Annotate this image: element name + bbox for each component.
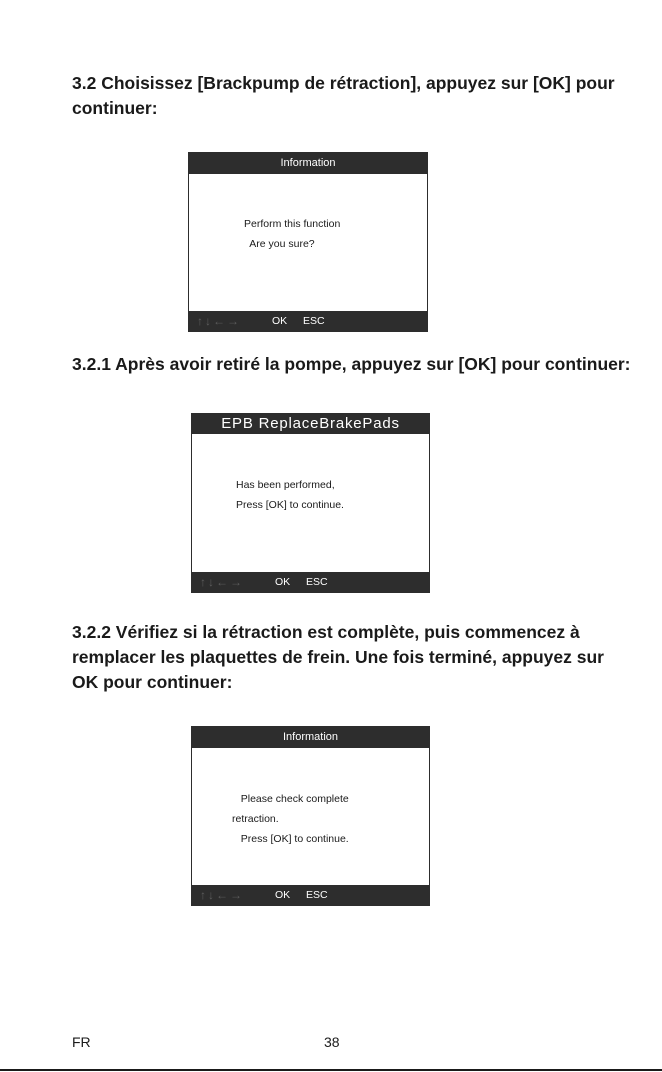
bottom-divider: [0, 1069, 662, 1071]
screen-message-line: Press [OK] to continue.: [236, 499, 344, 511]
screen-message-line: Has been performed,: [236, 479, 335, 491]
screen-message: [244, 214, 340, 254]
screen-message-line: retraction.: [232, 813, 279, 825]
screen-message-line: Are you sure?: [244, 238, 315, 250]
screen-key-bar: [189, 311, 427, 331]
section-heading-3-2-1: 3.2.1 Après avoir retiré la pompe, appuyez sur [OK] pour continuer:: [72, 354, 631, 374]
screen-message-line: Press [OK] to continue.: [232, 833, 349, 845]
section-heading-3-2-2: 3.2.2 Vérifiez si la rétraction est complète, puis commencez à remplacer les plaquettes de frein. Une fois terminé, appuyez sur OK pour continuer:: [72, 622, 604, 692]
screen-message: [236, 475, 344, 515]
screen-message: [232, 789, 349, 849]
esc-key[interactable]: ESC: [306, 576, 328, 588]
esc-key[interactable]: ESC: [303, 315, 325, 327]
screen-title: EPB ReplaceBrakePads: [192, 414, 429, 434]
ok-key[interactable]: OK: [275, 889, 291, 901]
screen-key-bar: [192, 885, 429, 905]
screen-title: Information: [189, 153, 427, 174]
device-screen-check-retraction: [191, 726, 430, 906]
device-screen-performed: [191, 413, 430, 593]
screen-message-line: Please check complete: [232, 793, 349, 805]
screen-key-bar: [192, 572, 429, 592]
screen-message-line: Perform this function: [244, 218, 341, 230]
footer-language: FR: [72, 1034, 91, 1050]
ok-key[interactable]: OK: [272, 315, 288, 327]
esc-key[interactable]: ESC: [306, 889, 328, 901]
ok-key[interactable]: OK: [275, 576, 291, 588]
screen-title: Information: [192, 727, 429, 748]
page-number: 38: [324, 1034, 340, 1050]
navigation-arrows-icon: ↑↓←→: [200, 888, 244, 902]
navigation-arrows-icon: ↑↓←→: [197, 314, 241, 328]
device-screen-confirm: [188, 152, 428, 332]
section-heading-3-2: 3.2 Choisissez [Brackpump de rétraction], appuyez sur [OK] pour continuer:: [72, 73, 615, 118]
navigation-arrows-icon: ↑↓←→: [200, 575, 244, 589]
